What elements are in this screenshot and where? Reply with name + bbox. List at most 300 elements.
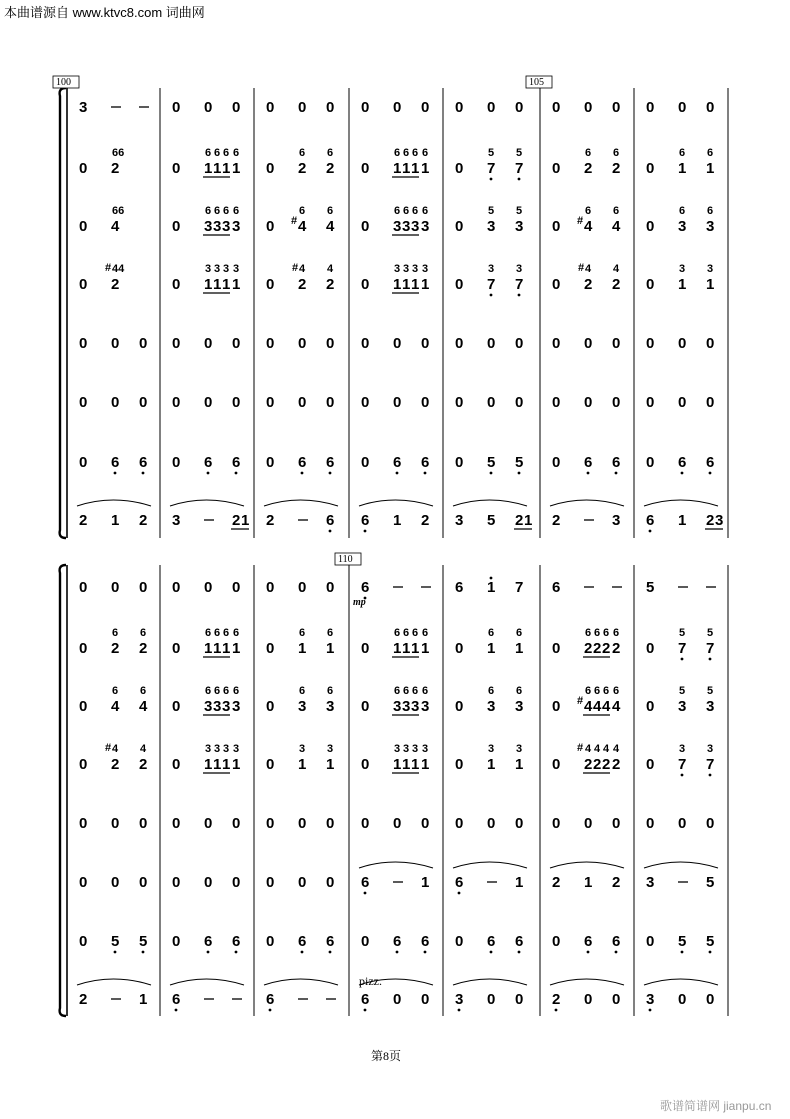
chord-up-s0-m4-r3-b2: 3: [516, 263, 523, 275]
chord-up-s1-m1-r3-b2: 3: [233, 743, 240, 755]
note-s0-m0-r4-b1: 0: [111, 335, 120, 352]
note-s1-m4-r2-b1: 3: [487, 698, 496, 715]
chord-up-s0-m2-r2-b2: 6: [327, 205, 334, 217]
note-s0-m3-r2-b1-1: 3: [402, 218, 411, 235]
note-s1-m2-r6-b0: 0: [266, 933, 275, 950]
note-s1-m2-r1-b2: 1: [326, 640, 335, 657]
chord-up-s1-m1-r1-b1-2: 6: [223, 627, 230, 639]
chord-up-s1-m3-r2-b1-0: 6: [394, 685, 401, 697]
note-s0-m4-r0-b0: 0: [455, 99, 464, 116]
note-s0-m0-r3-b1: 2: [111, 276, 120, 293]
chord-up-s1-m6-r1-b1: 5: [679, 627, 686, 639]
chord-up-s0-m3-r2-b1-2: 6: [412, 205, 419, 217]
note-s0-m3-r3-b0: 0: [361, 276, 370, 293]
chord-up-s1-m5-r1-b2: 6: [613, 627, 620, 639]
note-s1-m2-r1-b1: 1: [298, 640, 307, 657]
note-s0-m2-r6-b1-low-dot: [301, 472, 304, 475]
note-s1-m3-r3-b0: 0: [361, 756, 370, 773]
chord-up-s0-m6-r3-b1: 3: [679, 263, 686, 275]
note-s0-m6-r3-b2: 1: [706, 276, 715, 293]
note-s1-m5-r2-b1-2: 4: [602, 698, 611, 715]
chord-up-s1-m1-r2-b1-0: 6: [205, 685, 212, 697]
note-s1-m2-r3-b0: 0: [266, 756, 275, 773]
sharp-s1-m5-r2-b1: #: [577, 695, 584, 707]
note-s0-m4-r2-b1: 3: [487, 218, 496, 235]
note-s1-m2-r6-b2-low-dot: [329, 951, 332, 954]
note-s0-m1-r1-b2: 1: [232, 160, 241, 177]
note-s1-m0-r2-b0: 0: [79, 698, 88, 715]
note-s0-m6-r0-b0: 0: [646, 99, 655, 116]
chord-up-s1-m4-r1-b1: 6: [488, 627, 495, 639]
note-s0-m1-r3-b2: 1: [232, 276, 241, 293]
chord-up-s1-m3-r1-b1-1: 6: [403, 627, 410, 639]
note-s1-m1-r7-b0-low-dot: [175, 1009, 178, 1012]
note-s0-m2-r5-b2: 0: [326, 394, 335, 411]
note-s1-m0-r6-b2: 5: [139, 933, 148, 950]
note-s0-m2-r1-b0: 0: [266, 160, 275, 177]
note-s1-m1-r5-b1: 0: [204, 874, 213, 891]
note-s0-m5-r3-b0: 0: [552, 276, 561, 293]
note-s0-m0-r6-b2-low-dot: [142, 472, 145, 475]
chord-up-s0-m2-r3-b1: 4: [299, 263, 306, 275]
note-s0-m5-r3-b1: 2: [584, 276, 593, 293]
note-s1-m0-r0-b1: 0: [111, 579, 120, 596]
note-s0-m1-r5-b1: 0: [204, 394, 213, 411]
note-s0-m1-r0-b0: 0: [172, 99, 181, 116]
note-s0-m4-r3-b2-low-dot: [518, 294, 521, 297]
note-s1-m6-r7-b1: 0: [678, 991, 687, 1008]
chord-up-s0-m3-r3-b1-1: 3: [403, 263, 410, 275]
note-s1-m3-r2-b2: 3: [421, 698, 430, 715]
note-s0-m4-r1-b2: 7: [515, 160, 524, 177]
slur-s0-m4-r7: [453, 500, 527, 506]
chord-up-s1-m5-r2-b1-2: 6: [603, 685, 610, 697]
note-s0-m0-r7-b1: 1: [111, 512, 120, 529]
note-s0-m4-r6-b1-low-dot: [490, 472, 493, 475]
chord-up-s1-m2-r2-b2: 6: [327, 685, 334, 697]
note-s1-m3-r4-b1: 0: [393, 815, 402, 832]
note-s1-m3-r3-b2: 1: [421, 756, 430, 773]
note-s1-m5-r6-b2-low-dot: [615, 951, 618, 954]
note-s0-m1-r6-b2-low-dot: [235, 472, 238, 475]
slur-s1-m2-r7: [264, 979, 338, 985]
chord-up-s1-m1-r1-b1-0: 6: [205, 627, 212, 639]
slur-s0-m2-r7: [264, 500, 338, 506]
chord-up-s0-m2-r3-b2: 4: [327, 263, 334, 275]
slur-s1-m6-r5: [644, 862, 718, 868]
note-s1-m2-r7-b0-low-dot: [269, 1009, 272, 1012]
slur-s0-m3-r7: [359, 500, 433, 506]
note-s0-m3-r6-b1: 6: [393, 454, 402, 471]
dynamic-s1-4: mp: [353, 597, 366, 608]
chord-up-s1-m1-r3-b1-2: 3: [223, 743, 230, 755]
note-s0-m3-r4-b1: 0: [393, 335, 402, 352]
note-s0-m2-r6-b2: 6: [326, 454, 335, 471]
note-s0-m4-r5-b0: 0: [455, 394, 464, 411]
note-s1-m5-r3-b2: 2: [612, 756, 621, 773]
note-s0-m0-r7-b0: 2: [79, 512, 88, 529]
note-s0-m2-r3-b2: 2: [326, 276, 335, 293]
note-s1-m6-r6-b2: 5: [706, 933, 715, 950]
chord-up-s0-m4-r2-b1: 5: [488, 205, 495, 217]
note-s1-m6-r1-b1-low-dot: [681, 658, 684, 661]
slur-s1-m5-r7: [550, 979, 624, 985]
note-s1-m6-r4-b0: 0: [646, 815, 655, 832]
note-s0-m3-r5-b1: 0: [393, 394, 402, 411]
note-s1-m0-r5-b0: 0: [79, 874, 88, 891]
note-s1-m2-r0-b1: 0: [298, 579, 307, 596]
chord-up-s1-m4-r3-b1: 3: [488, 743, 495, 755]
chord-up-s1-m5-r1-b1-2: 6: [603, 627, 610, 639]
chord-up-s0-m3-r1-b1-1: 6: [403, 147, 410, 159]
note-s0-m3-r0-b2: 0: [421, 99, 430, 116]
note-s1-m3-r1-b0: 0: [361, 640, 370, 657]
note-s1-m4-r7-b2: 0: [515, 991, 524, 1008]
note-s0-m2-r0-b1: 0: [298, 99, 307, 116]
note-s0-m2-r7-b0: 2: [266, 512, 275, 529]
note-s0-m1-r3-b0: 0: [172, 276, 181, 293]
note-s1-m2-r1-b0: 0: [266, 640, 275, 657]
chord-up-s1-m4-r2-b1: 6: [488, 685, 495, 697]
note-s1-m0-r3-b2: 2: [139, 756, 148, 773]
note-s0-m6-r2-b1: 3: [678, 218, 687, 235]
note-s0-m1-r7-b2-1: 1: [241, 512, 250, 529]
note-s1-m2-r0-b2: 0: [326, 579, 335, 596]
chord-up-s1-m0-r3-b1: 4: [112, 743, 119, 755]
note-s1-m4-r7-b0-low-dot: [458, 1009, 461, 1012]
note-s0-m4-r0-b2: 0: [515, 99, 524, 116]
chord-up-s1-m5-r2-b2: 6: [613, 685, 620, 697]
page-number: 第8页: [371, 1049, 402, 1063]
note-s0-m1-r4-b2: 0: [232, 335, 241, 352]
chord-up-s1-m3-r1-b1-2: 6: [412, 627, 419, 639]
note-s1-m3-r2-b1-0: 3: [393, 698, 402, 715]
note-s1-m5-r1-b0: 0: [552, 640, 561, 657]
note-s0-m1-r1-b0: 0: [172, 160, 181, 177]
chord-up-s0-m3-r3-b1-2: 3: [412, 263, 419, 275]
chord-up-s1-m3-r1-b2: 6: [422, 627, 429, 639]
note-s0-m1-r6-b1: 6: [204, 454, 213, 471]
note-s0-m6-r5-b0: 0: [646, 394, 655, 411]
note-s0-m0-r6-b0: 0: [79, 454, 88, 471]
note-s1-m4-r0-b1-high-dot: [490, 577, 493, 580]
note-s1-m3-r1-b1-0: 1: [393, 640, 402, 657]
note-s1-m1-r2-b2: 3: [232, 698, 241, 715]
note-s0-m0-r7-b2: 2: [139, 512, 148, 529]
note-s1-m0-r6-b1: 5: [111, 933, 120, 950]
note-s1-m5-r1-b1-2: 2: [602, 640, 611, 657]
note-s0-m6-r7-b0-low-dot: [649, 530, 652, 533]
note-s0-m2-r2-b2: 4: [326, 218, 335, 235]
note-s1-m0-r6-b0: 0: [79, 933, 88, 950]
note-s0-m6-r6-b1: 6: [678, 454, 687, 471]
note-s0-m3-r4-b2: 0: [421, 335, 430, 352]
note-s1-m0-r4-b2: 0: [139, 815, 148, 832]
note-s1-m0-r6-b1-low-dot: [114, 951, 117, 954]
chord-up-s0-m3-r3-b1-0: 3: [394, 263, 401, 275]
chord-up-s1-m1-r2-b1-1: 6: [214, 685, 221, 697]
chord-up-s0-m5-r2-b2: 6: [613, 205, 620, 217]
note-s0-m3-r2-b1-0: 3: [393, 218, 402, 235]
note-s0-m2-r1-b2: 2: [326, 160, 335, 177]
note-s1-m3-r2-b1-2: 3: [411, 698, 420, 715]
note-s0-m4-r3-b0: 0: [455, 276, 464, 293]
note-s0-m4-r2-b2: 3: [515, 218, 524, 235]
note-s1-m5-r7-b0: 2: [552, 991, 561, 1008]
note-s0-m2-r5-b0: 0: [266, 394, 275, 411]
chord-up-s1-m1-r1-b1-1: 6: [214, 627, 221, 639]
note-s0-m5-r2-b1: 4: [584, 218, 593, 235]
chord-up-s0-m5-r3-b1: 4: [585, 263, 592, 275]
note-s1-m1-r7-b0: 6: [172, 991, 181, 1008]
slur-s1-m3-r5: [359, 862, 433, 868]
note-s0-m0-r3-b0: 0: [79, 276, 88, 293]
note-s0-m1-r2-b1-1: 3: [213, 218, 222, 235]
note-s1-m1-r1-b1-2: 1: [222, 640, 231, 657]
note-s0-m1-r1-b1-2: 1: [222, 160, 231, 177]
slur-s1-m0-r7: [77, 979, 151, 985]
note-s0-m4-r3-b1: 7: [487, 276, 496, 293]
note-s0-m5-r2-b0: 0: [552, 218, 561, 235]
note-s1-m6-r2-b1: 3: [678, 698, 687, 715]
chord-up-s0-m3-r3-b2: 3: [422, 263, 429, 275]
sharp-up-s0-m0-r3-b1: #: [105, 262, 112, 274]
chord-up-s1-m1-r2-b2: 6: [233, 685, 240, 697]
note-s0-m3-r0-b0: 0: [361, 99, 370, 116]
note-s1-m5-r1-b2: 2: [612, 640, 621, 657]
note-s1-m2-r6-b1: 6: [298, 933, 307, 950]
note-s0-m4-r6-b2-low-dot: [518, 472, 521, 475]
note-s1-m5-r2-b0: 0: [552, 698, 561, 715]
note-s1-m2-r3-b1: 1: [298, 756, 307, 773]
note-s0-m5-r3-b2: 2: [612, 276, 621, 293]
note-s1-m3-r7-b0: 6: [361, 991, 370, 1008]
chord-up-s1-m6-r3-b2: 3: [707, 743, 714, 755]
note-s1-m3-r5-b2: 1: [421, 874, 430, 891]
note-s1-m1-r1-b0: 0: [172, 640, 181, 657]
note-s1-m4-r7-b1: 0: [487, 991, 496, 1008]
note-s0-m6-r5-b2: 0: [706, 394, 715, 411]
note-s0-m0-r5-b1: 0: [111, 394, 120, 411]
note-s1-m2-r2-b1: 3: [298, 698, 307, 715]
note-s1-m5-r3-b1-2: 2: [602, 756, 611, 773]
note-s1-m6-r2-b2: 3: [706, 698, 715, 715]
note-s1-m4-r6-b0: 0: [455, 933, 464, 950]
note-s0-m3-r3-b1-1: 1: [402, 276, 411, 293]
expression-s1-4: pizz.: [359, 974, 382, 988]
note-s0-m6-r2-b0: 0: [646, 218, 655, 235]
note-s1-m5-r5-b2: 2: [612, 874, 621, 891]
note-s1-m4-r4-b0: 0: [455, 815, 464, 832]
note-s1-m1-r3-b0: 0: [172, 756, 181, 773]
note-s0-m1-r5-b2: 0: [232, 394, 241, 411]
chord-up-s0-m4-r1-b2: 5: [516, 147, 523, 159]
note-s0-m3-r1-b1-0: 1: [393, 160, 402, 177]
note-s0-m2-r6-b0: 0: [266, 454, 275, 471]
chord-up-s1-m1-r3-b1-0: 3: [205, 743, 212, 755]
note-s1-m3-r6-b1-low-dot: [396, 951, 399, 954]
note-s0-m2-r6-b1: 6: [298, 454, 307, 471]
chord-up-s0-m3-r1-b1-0: 6: [394, 147, 401, 159]
note-s1-m5-r6-b1: 6: [584, 933, 593, 950]
note-s0-m1-r2-b0: 0: [172, 218, 181, 235]
note-s1-m4-r4-b1: 0: [487, 815, 496, 832]
note-s1-m5-r2-b2: 4: [612, 698, 621, 715]
system-bracket-1: [60, 565, 66, 1016]
note-s1-m4-r6-b1: 6: [487, 933, 496, 950]
note-s0-m4-r1-b2-low-dot: [518, 178, 521, 181]
note-s1-m3-r3-b1-1: 1: [402, 756, 411, 773]
note-s0-m5-r0-b2: 0: [612, 99, 621, 116]
chord-up-s0-m5-r1-b1: 6: [585, 147, 592, 159]
note-s0-m2-r3-b1: 2: [298, 276, 307, 293]
note-s0-m3-r2-b0: 0: [361, 218, 370, 235]
note-s1-m5-r7-b1: 0: [584, 991, 593, 1008]
note-s1-m4-r0-b2: 7: [515, 579, 524, 596]
note-s0-m6-r7-b2-1: 3: [715, 512, 724, 529]
chord-up-s1-m0-r1-b1: 6: [112, 627, 119, 639]
note-s0-m3-r2-b2: 3: [421, 218, 430, 235]
note-s1-m3-r3-b1-2: 1: [411, 756, 420, 773]
note-s1-m2-r2-b0: 0: [266, 698, 275, 715]
chord-up-s1-m3-r2-b2: 6: [422, 685, 429, 697]
note-s0-m1-r4-b1: 0: [204, 335, 213, 352]
note-s1-m0-r1-b2: 2: [139, 640, 148, 657]
note-s1-m6-r1-b2: 7: [706, 640, 715, 657]
note-s1-m1-r0-b2: 0: [232, 579, 241, 596]
note-s0-m1-r2-b1-0: 3: [204, 218, 213, 235]
note-s1-m2-r2-b2: 3: [326, 698, 335, 715]
note-s0-m6-r2-b2: 3: [706, 218, 715, 235]
note-s1-m6-r1-b1: 7: [678, 640, 687, 657]
note-s0-m1-r1-b1-0: 1: [204, 160, 213, 177]
note-s1-m5-r3-b1-1: 2: [593, 756, 602, 773]
note-s0-m1-r3-b1-1: 1: [213, 276, 222, 293]
note-s1-m5-r2-b1-0: 4: [584, 698, 593, 715]
chord-up-s1-m3-r1-b1-0: 6: [394, 627, 401, 639]
note-s1-m6-r1-b2-low-dot: [709, 658, 712, 661]
note-s1-m1-r4-b1: 0: [204, 815, 213, 832]
note-s1-m5-r7-b0-low-dot: [555, 1009, 558, 1012]
note-s1-m4-r5-b0-low-dot: [458, 892, 461, 895]
note-s1-m0-r4-b0: 0: [79, 815, 88, 832]
chord-up-s0-m0-r1-b1: 66: [112, 147, 125, 159]
note-s0-m4-r4-b0: 0: [455, 335, 464, 352]
note-s0-m5-r1-b1: 2: [584, 160, 593, 177]
note-s0-m1-r3-b1-2: 1: [222, 276, 231, 293]
chord-up-s0-m6-r1-b1: 6: [679, 147, 686, 159]
note-s0-m5-r1-b2: 2: [612, 160, 621, 177]
note-s0-m4-r1-b1-low-dot: [490, 178, 493, 181]
note-s1-m3-r6-b2: 6: [421, 933, 430, 950]
note-s1-m5-r1-b1-0: 2: [584, 640, 593, 657]
note-s1-m4-r1-b0: 0: [455, 640, 464, 657]
note-s1-m3-r1-b1-1: 1: [402, 640, 411, 657]
note-s1-m4-r1-b1: 1: [487, 640, 496, 657]
chord-up-s0-m3-r1-b1-2: 6: [412, 147, 419, 159]
note-s0-m6-r4-b1: 0: [678, 335, 687, 352]
note-s0-m4-r7-b2-0: 2: [515, 512, 524, 529]
note-s0-m3-r1-b2: 1: [421, 160, 430, 177]
note-s1-m2-r7-b0: 6: [266, 991, 275, 1008]
sharp-up-s0-m2-r3-b1: #: [292, 262, 299, 274]
note-s1-m3-r7-b2: 0: [421, 991, 430, 1008]
note-s0-m5-r6-b1: 6: [584, 454, 593, 471]
slur-s1-m5-r5: [550, 862, 624, 868]
note-s0-m6-r6-b1-low-dot: [681, 472, 684, 475]
note-s0-m3-r2-b1-2: 3: [411, 218, 420, 235]
note-s0-m1-r1-b1-1: 1: [213, 160, 222, 177]
note-s0-m1-r3-b1-0: 1: [204, 276, 213, 293]
note-s1-m1-r1-b1-1: 1: [213, 640, 222, 657]
note-s0-m4-r4-b2: 0: [515, 335, 524, 352]
note-s0-m2-r7-b2-low-dot: [329, 530, 332, 533]
note-s0-m4-r6-b0: 0: [455, 454, 464, 471]
note-s1-m5-r3-b0: 0: [552, 756, 561, 773]
note-s1-m1-r6-b1-low-dot: [207, 951, 210, 954]
note-s1-m2-r4-b1: 0: [298, 815, 307, 832]
system-bracket-0: [60, 88, 66, 538]
chord-up-s0-m3-r2-b1-1: 6: [403, 205, 410, 217]
note-s1-m3-r6-b1: 6: [393, 933, 402, 950]
note-s0-m3-r4-b0: 0: [361, 335, 370, 352]
chord-up-s0-m6-r2-b2: 6: [707, 205, 714, 217]
note-s1-m4-r6-b2: 6: [515, 933, 524, 950]
note-s1-m1-r1-b2: 1: [232, 640, 241, 657]
note-s1-m5-r7-b2: 0: [612, 991, 621, 1008]
chord-up-s0-m2-r1-b2: 6: [327, 147, 334, 159]
note-s0-m1-r6-b1-low-dot: [207, 472, 210, 475]
note-s0-m3-r6-b1-low-dot: [396, 472, 399, 475]
note-s0-m4-r3-b2: 7: [515, 276, 524, 293]
note-s1-m1-r1-b1-0: 1: [204, 640, 213, 657]
chord-up-s1-m5-r1-b1-1: 6: [594, 627, 601, 639]
note-s1-m5-r6-b0: 0: [552, 933, 561, 950]
chord-up-s1-m3-r2-b1-1: 6: [403, 685, 410, 697]
note-s1-m3-r6-b0: 0: [361, 933, 370, 950]
chord-up-s1-m0-r3-b2: 4: [140, 743, 147, 755]
note-s0-m6-r1-b0: 0: [646, 160, 655, 177]
note-s0-m5-r5-b0: 0: [552, 394, 561, 411]
note-s1-m2-r6-b1-low-dot: [301, 951, 304, 954]
note-s1-m3-r2-b1-1: 3: [402, 698, 411, 715]
note-s1-m4-r3-b2: 1: [515, 756, 524, 773]
note-s1-m6-r5-b2: 5: [706, 874, 715, 891]
note-s0-m1-r7-b2-0: 2: [232, 512, 241, 529]
chord-up-s0-m1-r2-b1-0: 6: [205, 205, 212, 217]
note-s1-m1-r6-b2: 6: [232, 933, 241, 950]
chord-up-s1-m3-r2-b1-2: 6: [412, 685, 419, 697]
note-s0-m3-r5-b0: 0: [361, 394, 370, 411]
chord-up-s0-m5-r1-b2: 6: [613, 147, 620, 159]
note-s0-m2-r1-b1: 2: [298, 160, 307, 177]
note-s0-m5-r6-b2: 6: [612, 454, 621, 471]
note-s1-m5-r3-b1-0: 2: [584, 756, 593, 773]
note-s1-m1-r6-b0: 0: [172, 933, 181, 950]
note-s1-m6-r3-b0: 0: [646, 756, 655, 773]
note-s1-m3-r4-b0: 0: [361, 815, 370, 832]
note-s1-m4-r5-b2: 1: [515, 874, 524, 891]
chord-up-s1-m0-r2-b1: 6: [112, 685, 119, 697]
note-s1-m0-r6-b2-low-dot: [142, 951, 145, 954]
note-s0-m4-r4-b1: 0: [487, 335, 496, 352]
note-s1-m6-r6-b1-low-dot: [681, 951, 684, 954]
note-s1-m5-r4-b0: 0: [552, 815, 561, 832]
note-s1-m1-r2-b1-2: 3: [222, 698, 231, 715]
note-s1-m2-r5-b1: 0: [298, 874, 307, 891]
note-s0-m5-r7-b2: 3: [612, 512, 621, 529]
note-s0-m1-r5-b0: 0: [172, 394, 181, 411]
